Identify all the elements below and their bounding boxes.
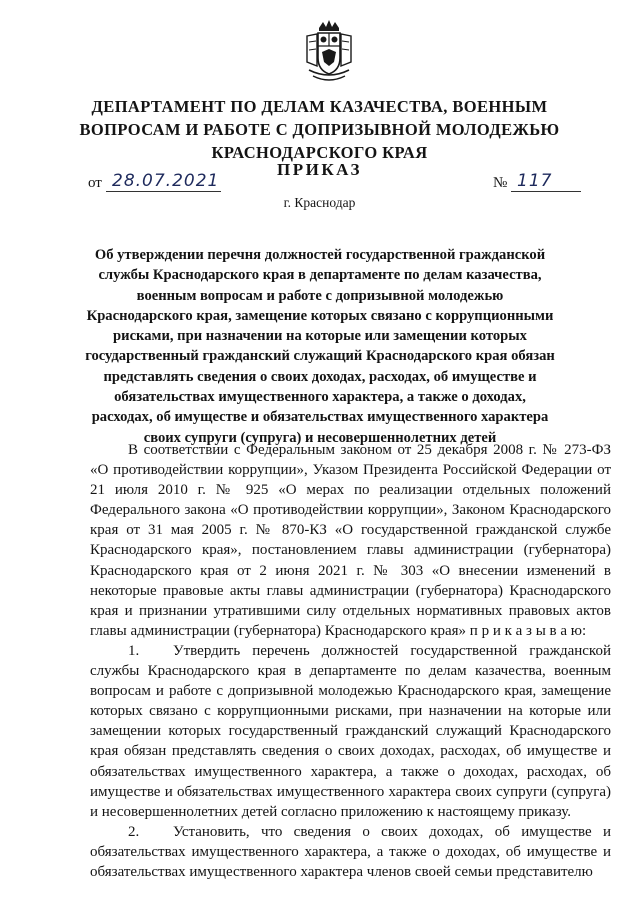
order-body	[90, 440, 611, 882]
item-1-number: 1.	[128, 642, 140, 659]
number-prefix: №	[493, 175, 508, 191]
date-value: 28.07.2021	[112, 171, 220, 191]
date-prefix: от	[88, 175, 102, 191]
document-type-title: ПРИКАЗ	[277, 160, 362, 179]
department-name: ДЕПАРТАМЕНТ ПО ДЕЛАМ КАЗАЧЕСТВА, ВОЕННЫМ ВОПРОСАМ И РАБОТЕ С ДОПРИЗЫВНОЙ МОЛОДЕЖЬЮ КРАСНОДАРСКОГО КРАЯ	[79, 97, 560, 162]
number-underline	[511, 191, 581, 192]
number-value: 117	[517, 171, 553, 191]
date-underline	[106, 191, 221, 192]
coat-of-arms-icon	[301, 18, 357, 86]
city-label: г. Краснодар	[283, 195, 356, 210]
item-2-number: 2.	[128, 823, 140, 840]
item-1-text: Утвердить перечень должностей государственной гражданской службы Краснодарского края в департаменте по делам казачества, военным вопросам и работе с допризывной молодежью Краснодарского края, замещение которых связано с коррупционными рисками, при назначении на которые или замещении которых государственный гражданский служащий Краснодарского края обязан представлять сведения о своих доходах, расходах, об имуществе и обязательствах имущественного характера, а также о доходах, расходах, об имуществе и обязательствах имущественного характера своих супруги (супруга) и несовершеннолетних детей согласно приложению к настоящему приказу.	[90, 642, 611, 820]
date-field	[88, 171, 220, 192]
item-2-text: Установить, что сведения о своих доходах, об имуществе и обязательствах имущественного характера, а также о доходах, об имуществе и обязательствах имущественного характера членов своей семьи представителю	[90, 823, 611, 880]
order-title: Об утверждении перечня должностей государственной гражданской службы Краснодарского края в департаменте по делам казачества, военным вопросам и работе с допризывной молодежью Краснодарского края, замещение которых связано с коррупционными рисками, при назначении на которые или замещении которых государственный гражданский служащий Краснодарского края обязан представлять сведения о своих доходах, расходах, об имуществе и обязательствах имущественного характера, а также о доходах, расходах, об имуществе и обязательствах имущественного характера своих супруги (супруга) и несовершеннолетних детей	[85, 247, 555, 446]
preamble-paragraph: В соответствии с Федеральным законом от 25 декабря 2008 г. № 273-ФЗ «О противодействии коррупции», Указом Президента Российской Федерации от 21 июля 2010 г. № 925 «О мерах по реализации отдельных положений Федерального закона «О противодействии коррупции», Законом Краснодарского края от 31 мая 2005 г. № 870-КЗ «О государственной гражданской службе Краснодарского края», постановлением главы администрации (губернатора) Краснодарского края от 2 июня 2021 г. № 303 «О внесении изменений в некоторые правовые акты главы администрации (губернатора) Краснодарского края и признании утратившими силу отдельных нормативных правовых актов главы администрации (губернатора) Краснодарского края» п р и к а з ы в а ю:	[90, 442, 611, 639]
item-1-paragraph	[90, 641, 611, 822]
number-field	[493, 171, 553, 192]
item-2-paragraph	[90, 822, 611, 882]
